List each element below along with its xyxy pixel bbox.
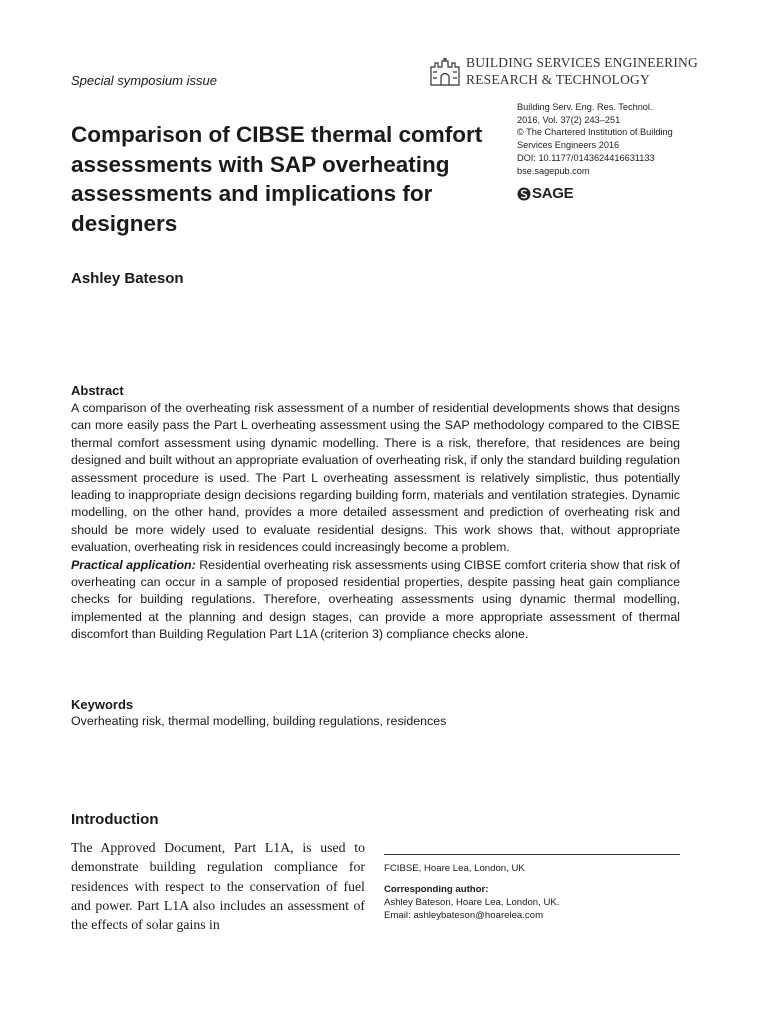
castle-seal-icon [428, 57, 462, 87]
citation-metadata [517, 101, 707, 177]
abstract-body [71, 400, 680, 644]
journal-name-line-2: RESEARCH & TECHNOLOGY [466, 72, 650, 87]
journal-name-line-1: BUILDING SERVICES ENGINEERING [466, 55, 698, 70]
affiliation-block [384, 862, 684, 922]
affiliation-org: FCIBSE, Hoare Lea, London, UK [384, 863, 525, 874]
publisher-name: SAGE [532, 185, 574, 202]
footnote-divider [384, 854, 680, 855]
abstract-heading: Abstract [71, 383, 124, 398]
sage-logo [517, 186, 587, 204]
corresponding-author-email: Email: ashleybateson@hoarelea.com [384, 910, 544, 921]
abstract-text: A comparison of the overheating risk assessment of a number of residential developments shows that designs can more easily pass the Part L overheating assessment using the SAP methodology compared to the CIBSE thermal comfort assessment using dynamic modelling. There is a risk, therefore, that residences are being designed and built without an appropriate evaluation of overheating risk, if only the standard building regulation assessment procedure is used. The Part L overheating assessment is relatively simplistic, thus potentially leading to inappropriate design decisions regarding building form, materials and ventilation strategies. Dynamic modelling, on the other hand, provides a more detailed assessment and prediction of overheating risk and should be more widely used to evaluate residential designs. This work shows that, without appropriate evaluation, overheating risk in residences could increasingly become a problem. [71, 401, 680, 555]
journal-logo [428, 55, 698, 91]
corresponding-author-label: Corresponding author: [384, 884, 489, 895]
keywords-list: Overheating risk, thermal modelling, building regulations, residences [71, 714, 447, 728]
introduction-body: The Approved Document, Part L1A, is used to demonstrate building regulation compliance for residences with respect to the conservation of fuel and power. Part L1A also includes an assessment of the effects of solar gains in [71, 840, 365, 933]
article-title: Comparison of CIBSE thermal comfort assessments with SAP overheating assessments and implications for designers [71, 122, 483, 236]
meta-line: DOI: 10.1177/0143624416631133 [517, 152, 655, 163]
issue-label: Special symposium issue [71, 73, 217, 88]
introduction-heading: Introduction [71, 811, 159, 828]
meta-line: 2016, Vol. 37(2) 243–251 [517, 114, 621, 125]
corresponding-author-name: Ashley Bateson, Hoare Lea, London, UK. [384, 897, 560, 908]
practical-application-label: Practical application: [71, 557, 196, 572]
keywords-heading: Keywords [71, 697, 134, 712]
meta-line: Building Serv. Eng. Res. Technol. [517, 102, 653, 112]
practical-application-text: Residential overheating risk assessments using CIBSE comfort criteria show that risk of overheating can occur in a sample of proposed residential properties, despite passing heat gain compliance checks for building regulations. Therefore, overheating assessments using dynamic thermal modelling, implemented at the planning and design stages, can provide a more appropriate assessment of thermal discomfort than Building Regulation Part L1A (criterion 3) compliance checks alone. [71, 557, 680, 642]
meta-line: Services Engineers 2016 [517, 140, 620, 151]
meta-line: bse.sagepub.com [517, 165, 590, 176]
author-name: Ashley Bateson [71, 270, 184, 287]
sage-circle-icon [517, 187, 531, 201]
meta-line: © The Chartered Institution of Building [517, 127, 673, 138]
